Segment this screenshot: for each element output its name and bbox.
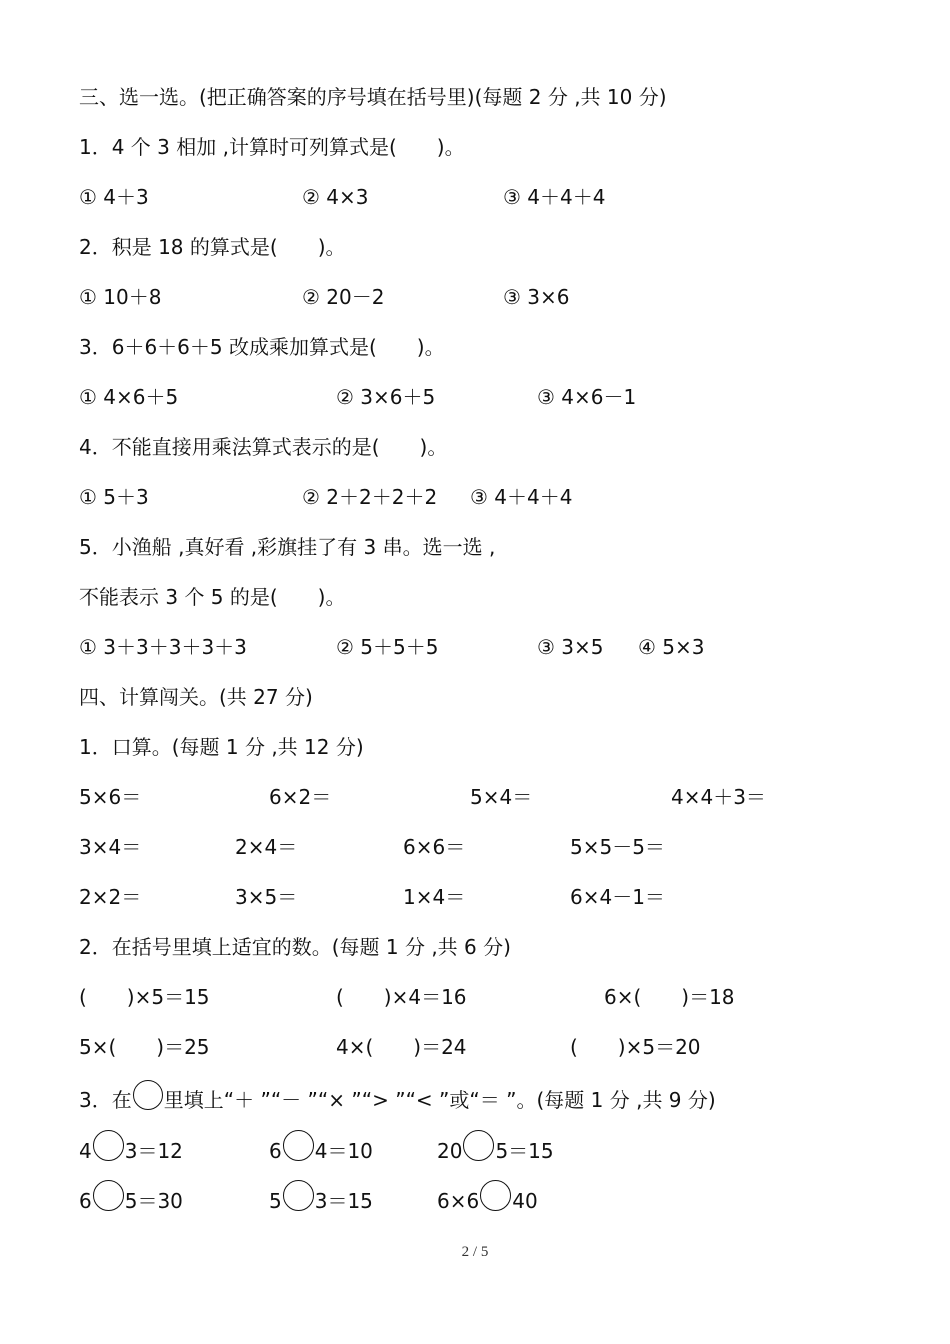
answer-circle[interactable] xyxy=(480,1180,511,1211)
compare-left: 4 xyxy=(79,1139,92,1163)
page-number: 2 / 5 xyxy=(461,1244,489,1260)
compare-right: 3＝15 xyxy=(314,1189,373,1213)
question-5-stem-line-2: 不能表示 3 个 5 的是( )。 xyxy=(79,585,346,609)
fill-blank-item: 4×( )＝24 xyxy=(336,1035,467,1059)
oral-calc-item: 3×5＝ xyxy=(235,885,298,909)
question-2-option-3: ③ 3×6 xyxy=(503,285,570,309)
section-3-title: 三、选一选。(把正确答案的序号填在括号里)(每题 2 分 ,共 10 分) xyxy=(79,85,667,109)
part-1-title: 1．口算。(每题 1 分 ,共 12 分) xyxy=(79,735,364,759)
question-2-stem: 2．积是 18 的算式是( )。 xyxy=(79,235,346,259)
answer-circle[interactable] xyxy=(283,1180,314,1211)
oral-calc-item: 5×6＝ xyxy=(79,785,142,809)
compare-left: 5 xyxy=(269,1189,282,1213)
question-3-option-3: ③ 4×6－1 xyxy=(537,385,637,409)
oral-calc-item: 6×4－1＝ xyxy=(570,885,665,909)
fill-blank-item: 6×( )＝18 xyxy=(604,985,735,1009)
oral-calc-item: 6×2＝ xyxy=(269,785,332,809)
answer-circle[interactable] xyxy=(283,1130,314,1161)
compare-item xyxy=(79,1130,183,1163)
oral-calc-item: 6×6＝ xyxy=(403,835,466,859)
section-4-title: 四、计算闯关。(共 27 分) xyxy=(79,685,313,709)
compare-right: 3＝12 xyxy=(124,1139,183,1163)
question-4-option-3: ③ 4＋4＋4 xyxy=(470,485,573,509)
question-5-stem: 5．小渔船 ,真好看 ,彩旗挂了有 3 串。选一选 , xyxy=(79,535,496,559)
question-4-option-2: ② 2＋2＋2＋2 xyxy=(302,485,438,509)
oral-calc-item: 2×2＝ xyxy=(79,885,142,909)
oral-calc-item: 4×4＋3＝ xyxy=(671,785,766,809)
fill-blank-item: ( )×5＝15 xyxy=(79,985,210,1009)
compare-left: 6 xyxy=(269,1139,282,1163)
oral-calc-item: 5×4＝ xyxy=(470,785,533,809)
question-3-stem: 3．6＋6＋6＋5 改成乘加算式是( )。 xyxy=(79,335,445,359)
compare-right: 5＝30 xyxy=(124,1189,183,1213)
question-1-option-3: ③ 4＋4＋4 xyxy=(503,185,606,209)
part-3-title xyxy=(79,1080,716,1110)
part-3-title-pre: 3．在 xyxy=(79,1088,132,1112)
question-2-option-1: ① 10＋8 xyxy=(79,285,162,309)
compare-item xyxy=(437,1180,538,1213)
oral-calc-item: 3×4＝ xyxy=(79,835,142,859)
question-5-option-1: ① 3＋3＋3＋3＋3 xyxy=(79,635,247,659)
question-5-option-2: ② 5＋5＋5 xyxy=(336,635,439,659)
fill-blank-item: ( )×4＝16 xyxy=(336,985,467,1009)
compare-right: 4＝10 xyxy=(314,1139,373,1163)
question-1-option-1: ① 4＋3 xyxy=(79,185,149,209)
compare-right: 40 xyxy=(512,1189,538,1213)
oral-calc-item: 5×5－5＝ xyxy=(570,835,665,859)
fill-blank-item: 5×( )＝25 xyxy=(79,1035,210,1059)
question-2-option-2: ② 20－2 xyxy=(302,285,385,309)
compare-left: 20 xyxy=(437,1139,463,1163)
compare-left: 6 xyxy=(79,1189,92,1213)
part-3-title-post: 里填上“＋ ”“－ ”“× ”“> ”“< ”或“＝ ”。(每题 1 分 ,共 9 分) xyxy=(163,1088,716,1112)
question-4-option-1: ① 5＋3 xyxy=(79,485,149,509)
compare-left: 6×6 xyxy=(437,1189,480,1213)
compare-item xyxy=(269,1180,373,1213)
oral-calc-item: 2×4＝ xyxy=(235,835,298,859)
fill-blank-item: ( )×5＝20 xyxy=(570,1035,701,1059)
compare-right: 5＝15 xyxy=(495,1139,554,1163)
question-4-stem: 4．不能直接用乘法算式表示的是( )。 xyxy=(79,435,448,459)
compare-item xyxy=(437,1130,554,1163)
blank-circle-icon xyxy=(133,1080,163,1110)
question-5-option-4: ④ 5×3 xyxy=(638,635,705,659)
question-3-option-2: ② 3×6＋5 xyxy=(336,385,436,409)
compare-item xyxy=(79,1180,183,1213)
answer-circle[interactable] xyxy=(463,1130,494,1161)
question-1-stem: 1．4 个 3 相加 ,计算时可列算式是( )。 xyxy=(79,135,465,159)
answer-circle[interactable] xyxy=(93,1130,124,1161)
oral-calc-item: 1×4＝ xyxy=(403,885,466,909)
answer-circle[interactable] xyxy=(93,1180,124,1211)
compare-item xyxy=(269,1130,373,1163)
question-3-option-1: ① 4×6＋5 xyxy=(79,385,179,409)
question-5-option-3: ③ 3×5 xyxy=(537,635,604,659)
part-2-title: 2．在括号里填上适宜的数。(每题 1 分 ,共 6 分) xyxy=(79,935,511,959)
question-1-option-2: ② 4×3 xyxy=(302,185,369,209)
